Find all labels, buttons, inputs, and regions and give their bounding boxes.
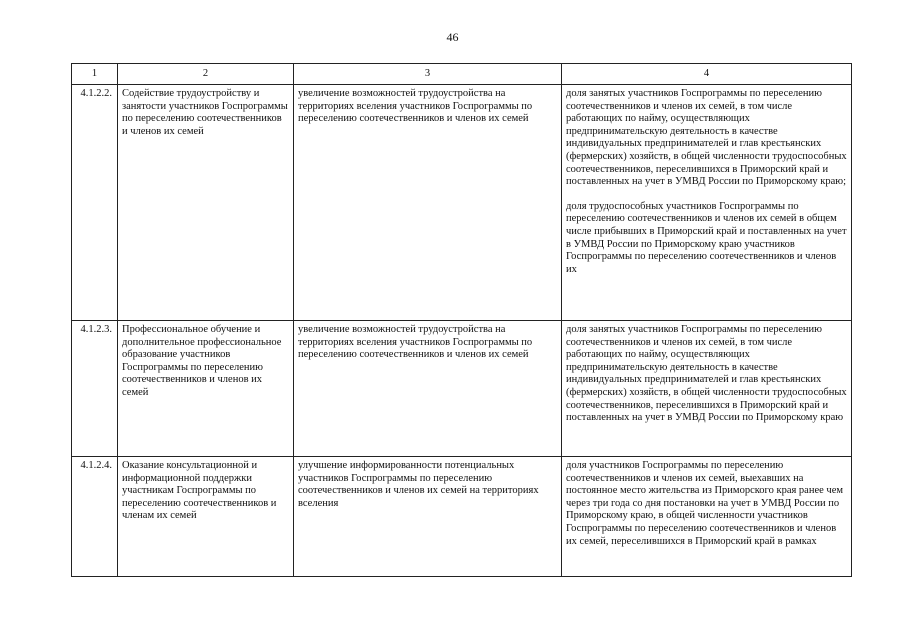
table-header-row [72, 64, 852, 85]
result-cell: увеличение возможностей трудоустройства на территориях вселения участников Госпрограммы по переселению соотечественников и членов их семей [294, 321, 562, 457]
result-cell: увеличение возможностей трудоустройства на территориях вселения участников Госпрограммы по переселению соотечественников и членов их семей [294, 85, 562, 321]
column-header: 1 [72, 64, 118, 85]
measures-table [71, 63, 852, 577]
indicator-text: доля занятых участников Госпрограммы по переселению соотечественников и членов их семей, в том числе работающих по найму, осуществляющих предпринимательскую деятельность в качестве индивидуальных предпринимателей и глав крестьянских (фермерских) хозяйств, в общей численности трудоспособных соотечественников, переселившихся в Приморский край и поставленных на учет в УМВД России по Приморскому краю [566, 324, 847, 424]
indicator-cell [562, 457, 852, 577]
activity-cell: Содействие трудоустройству и занятости участников Госпрограммы по переселению соотечественников и членов их семей [118, 85, 294, 321]
result-cell: улучшение информированности потенциальных участников Госпрограммы по переселению соотечественников и членов их семей на территориях вселения [294, 457, 562, 577]
column-header: 3 [294, 64, 562, 85]
indicator-text: доля трудоспособных участников Госпрограммы по переселению соотечественников и членов их семей в общем числе прибывших в Приморский край и поставленных на учет в УМВД России по Приморскому краю участников Госпрограммы по переселению соотечественников и членов их [566, 200, 847, 275]
table-row [72, 321, 852, 457]
page-number: 46 [446, 30, 459, 44]
indicator-cell [562, 321, 852, 457]
indicator-text: доля участников Госпрограммы по переселению соотечественников и членов их семей, выехавших на постоянное место жительства из Приморского края ранее чем через три года со дня постановки на учет в УМВД России по Приморскому краю, в общей численности участников Госпрограммы по переселению соотечественников и членов их семей, переселившихся в Приморский край в рамках [566, 460, 843, 547]
column-header: 2 [118, 64, 294, 85]
table-row [72, 457, 852, 577]
activity-cell: Оказание консультационной и информационной поддержки участникам Госпрограммы по переселению соотечественников и членам их семей [118, 457, 294, 577]
table-row [72, 85, 852, 321]
activity-cell: Профессиональное обучение и дополнительное профессиональное образование участников Госпрограммы по переселению соотечественников и членов их семей [118, 321, 294, 457]
row-number: 4.1.2.4. [72, 457, 118, 577]
row-number: 4.1.2.3. [72, 321, 118, 457]
row-number: 4.1.2.2. [72, 85, 118, 321]
indicator-text: доля занятых участников Госпрограммы по переселению соотечественников и членов их семей, в том числе работающих по найму, осуществляющих предпринимательскую деятельность в качестве индивидуальных предпринимателей и глав крестьянских (фермерских) хозяйств, в общей численности трудоспособных соотечественников, переселившихся в Приморский край и поставленных на учет в УМВД России по Приморскому краю; [566, 88, 847, 188]
indicator-cell [562, 85, 852, 321]
column-header: 4 [562, 64, 852, 85]
